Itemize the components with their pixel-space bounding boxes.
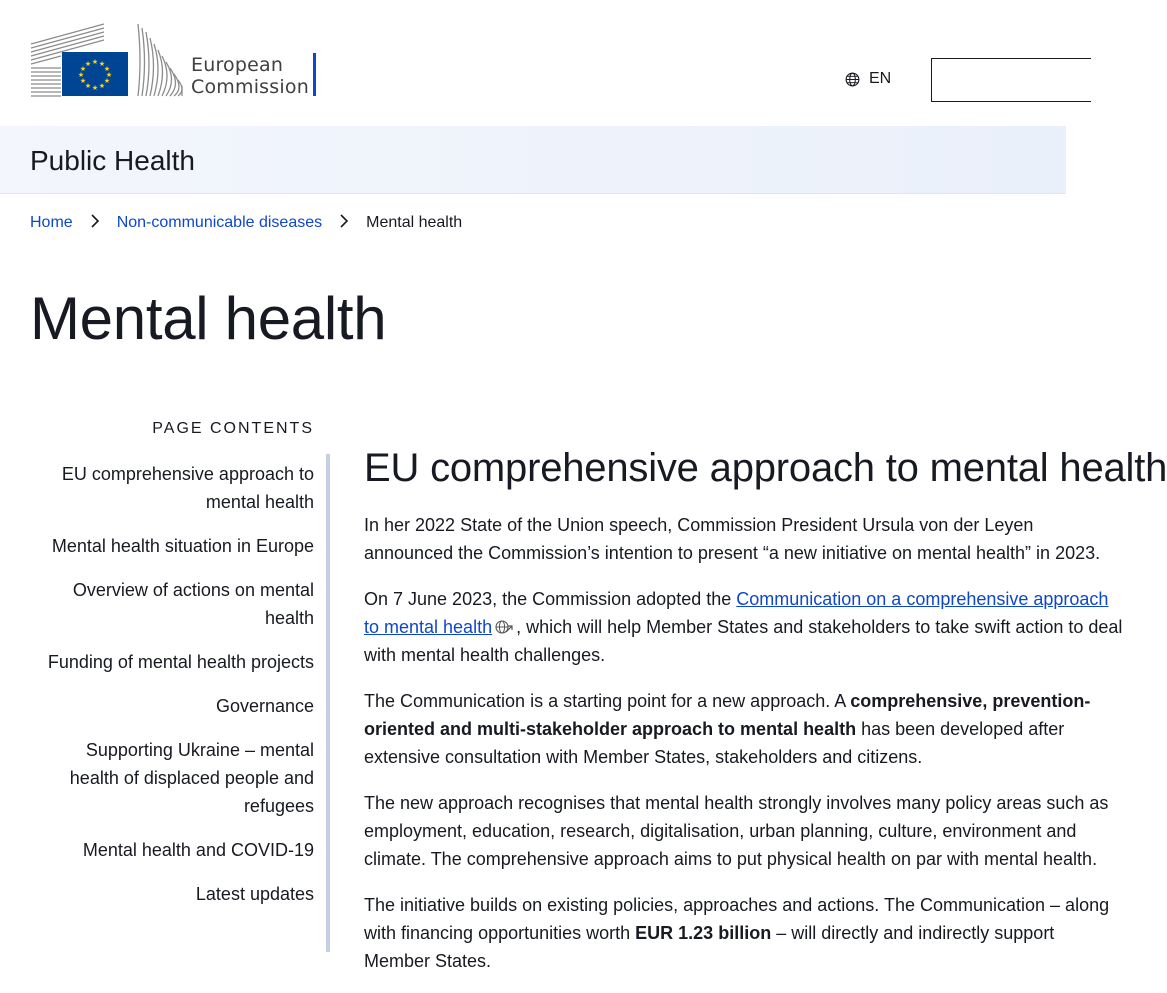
logo-text [191, 54, 309, 98]
logo-divider [313, 53, 316, 96]
svg-text:★: ★ [105, 71, 113, 79]
svg-text:★: ★ [84, 82, 92, 90]
toc-item-supporting-ukraine[interactable]: Supporting Ukraine – mental health of displaced people and refugees [69, 740, 314, 816]
toc-item-eu-comprehensive-approach[interactable]: EU comprehensive approach to mental health [61, 464, 314, 512]
paragraph-5-emphasis: EUR 1.23 billion [635, 923, 772, 943]
main-content [364, 446, 1167, 993]
language-code: EN [869, 70, 892, 87]
site-name-band [0, 126, 1066, 194]
toc-item-funding[interactable]: Funding of mental health projects [47, 652, 314, 672]
paragraph-2-text-end: , which will help Member States and stakeholders to take swift action to deal with mental health challenges. [364, 617, 1123, 665]
paragraph-2-text-start: On 7 June 2023, the Commission adopted the [364, 589, 737, 609]
page-contents-rail [326, 454, 330, 952]
paragraph-2 [364, 585, 1124, 669]
search-field[interactable] [931, 58, 1091, 102]
paragraph-4: The new approach recognises that mental health strongly involves many policy areas such as employment, education, research, digitalisation, urban planning, culture, environment and climate. The comprehensive approach aims to put physical health on par with mental health. [364, 793, 1109, 869]
site-header [0, 0, 1066, 126]
toc-item-overview-of-actions[interactable]: Overview of actions on mental health [72, 580, 314, 628]
page-contents-nav [40, 460, 314, 924]
commission-building-icon [30, 22, 190, 98]
svg-text:★: ★ [84, 60, 92, 68]
svg-text:★: ★ [98, 82, 106, 90]
paragraph-3-text-start: The Communication is a starting point for a new approach. A [364, 691, 851, 711]
language-selector[interactable] [845, 70, 891, 88]
breadcrumb-link-home[interactable]: Home [30, 214, 73, 231]
svg-text:★: ★ [79, 77, 87, 85]
svg-text:★: ★ [91, 58, 99, 66]
toc-item-latest-updates[interactable]: Latest updates [195, 884, 314, 904]
paragraph-3-text-end: has been developed after extensive consultation with Member States, stakeholders and citizens. [364, 719, 1065, 767]
toc-item-governance[interactable]: Governance [215, 696, 314, 716]
logo-line-2: Commission [191, 76, 309, 98]
site-name[interactable]: Public Health [30, 145, 195, 176]
page-title: Mental health [30, 285, 387, 352]
breadcrumb-current: Mental health [366, 214, 463, 231]
paragraph-5-text-end: – will directly and indirectly support Member States. [364, 923, 1055, 971]
svg-text:★: ★ [98, 60, 106, 68]
svg-text:★: ★ [103, 77, 111, 85]
breadcrumb-link-non-communicable-diseases[interactable]: Non-communicable diseases [116, 214, 323, 231]
logo-line-1: European [191, 54, 284, 76]
svg-text:★: ★ [79, 65, 87, 73]
chevron-right-icon [322, 214, 366, 232]
communication-link[interactable]: Communication on a comprehensive approach to mental health [364, 589, 1109, 637]
section-heading: EU comprehensive approach to mental health [364, 446, 1167, 490]
page-contents-heading: PAGE CONTENTS [152, 420, 314, 437]
globe-icon [845, 72, 860, 87]
svg-text:★: ★ [91, 84, 99, 92]
breadcrumb [30, 214, 462, 232]
paragraph-5-text-start: The initiative builds on existing policies, approaches and actions. The Communication – along with financing opportunities worth [364, 895, 1110, 943]
paragraph-1: In her 2022 State of the Union speech, Commission President Ursula von der Leyen announced the Commission’s intention to present “a new initiative on mental health” in 2023. [364, 515, 1101, 563]
svg-text:★: ★ [103, 65, 111, 73]
paragraph-3 [364, 687, 1124, 771]
external-globe-icon [494, 618, 514, 636]
toc-item-covid-19[interactable]: Mental health and COVID-19 [82, 840, 314, 860]
toc-item-mental-health-situation[interactable]: Mental health situation in Europe [51, 536, 314, 556]
paragraph-5 [364, 891, 1124, 975]
paragraph-3-emphasis: comprehensive, prevention-oriented and multi-stakeholder approach to mental health [364, 691, 1091, 739]
european-commission-logo[interactable] [30, 22, 320, 98]
search-input[interactable] [932, 59, 1091, 101]
svg-text:★: ★ [77, 71, 85, 79]
chevron-right-icon [73, 214, 117, 232]
